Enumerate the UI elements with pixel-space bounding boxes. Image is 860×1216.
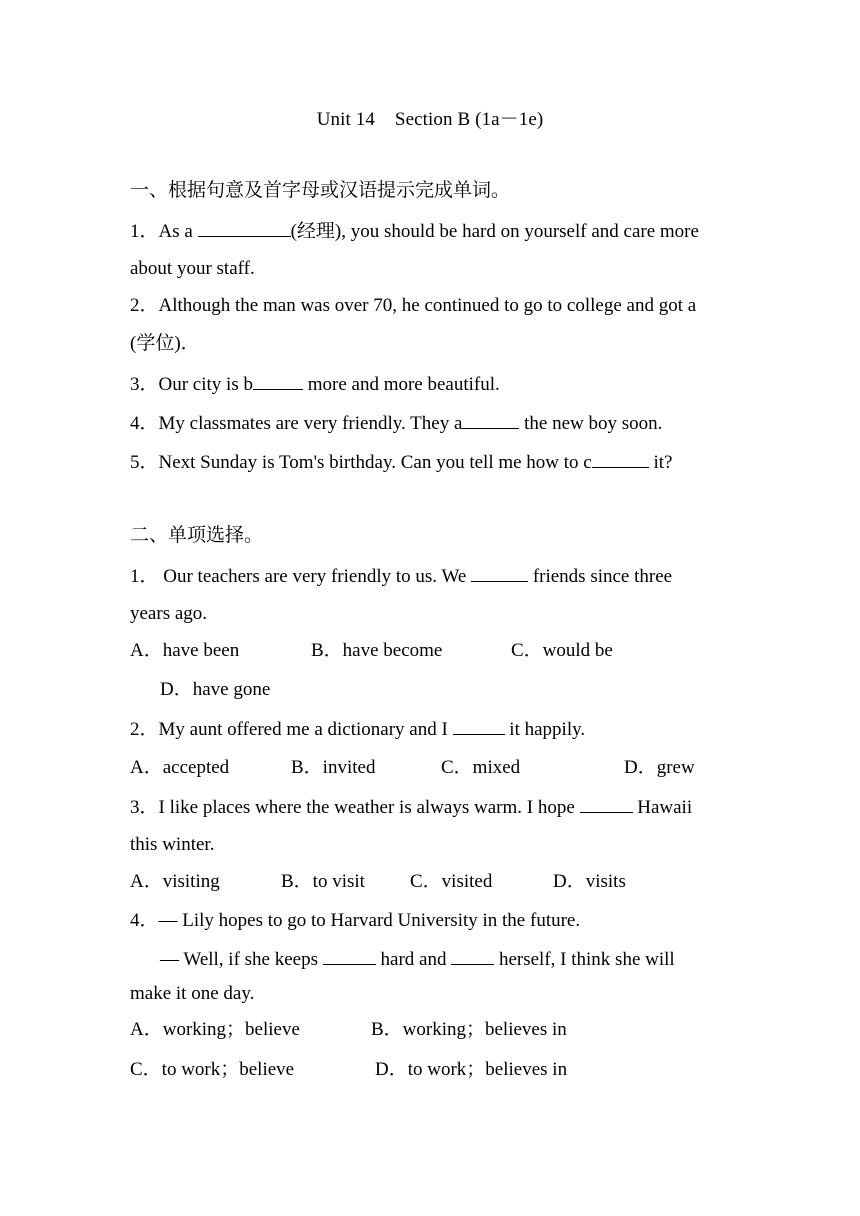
part2-q4-cont: make it one day. — [130, 983, 255, 1004]
option-c: C．mixed — [441, 757, 521, 778]
part1-q4: 4．My classmates are very friendly. They a the new boy soon. — [130, 410, 662, 437]
option-a: A．working；believe — [130, 1019, 300, 1040]
part2-q4-line2: — Well, if she keeps hard and herself, I think she will — [160, 946, 675, 973]
title-unit: Unit 14 — [316, 109, 375, 130]
option-b: B．to visit — [281, 871, 365, 892]
option-a: A．accepted — [130, 757, 230, 778]
part2-q4-line1: 4．— Lily hopes to go to Harvard University in the future. — [130, 910, 581, 931]
answer-blank — [592, 449, 649, 468]
option-c: C．would be — [511, 640, 613, 661]
option-d: D．grew — [624, 757, 695, 778]
part2-q2: 2．My aunt offered me a dictionary and I it happily. — [130, 716, 585, 743]
part1-q1: 1．As a (经理), you should be hard on yourself and care more — [130, 218, 699, 245]
option-a: A．have been — [130, 640, 240, 661]
part1-q1-cont: about your staff. — [130, 258, 255, 279]
option-b: B．invited — [291, 757, 376, 778]
answer-blank — [323, 946, 376, 965]
option-d: D．visits — [553, 871, 626, 892]
part1-q2: 2．Although the man was over 70, he continued to go to college and got a — [130, 295, 697, 316]
part2-q1: 1． Our teachers are very friendly to us. We friends since three — [130, 563, 672, 590]
title-section: Section B (1a－1e) — [394, 109, 544, 130]
answer-blank — [453, 716, 505, 735]
answer-blank — [451, 946, 494, 965]
option-b: B．have become — [311, 640, 443, 661]
option-c: C．visited — [410, 871, 493, 892]
part1-q3: 3．Our city is b more and more beautiful. — [130, 371, 500, 398]
answer-blank — [253, 371, 303, 390]
answer-blank — [198, 218, 291, 237]
answer-blank — [471, 563, 528, 582]
part2-q3: 3．I like places where the weather is always warm. I hope Hawaii — [130, 794, 692, 821]
part2-q3-cont: this winter. — [130, 834, 215, 855]
option-a: A．visiting — [130, 871, 220, 892]
option-d: D．have gone — [160, 679, 271, 700]
answer-blank — [462, 410, 519, 429]
part2-heading: 二、单项选择。 — [130, 525, 264, 546]
option-c: C．to work；believe — [130, 1059, 295, 1080]
option-d: D．to work；believes in — [375, 1059, 568, 1080]
part1-heading: 一、根据句意及首字母或汉语提示完成单词。 — [130, 180, 511, 201]
option-b: B．working；believes in — [371, 1019, 567, 1040]
part1-q5: 5．Next Sunday is Tom's birthday. Can you tell me how to c it? — [130, 449, 673, 476]
answer-blank — [580, 794, 633, 813]
part1-q2-cont: (学位)． — [130, 333, 200, 354]
page-title — [0, 104, 860, 131]
part2-q1-cont: years ago. — [130, 603, 208, 624]
